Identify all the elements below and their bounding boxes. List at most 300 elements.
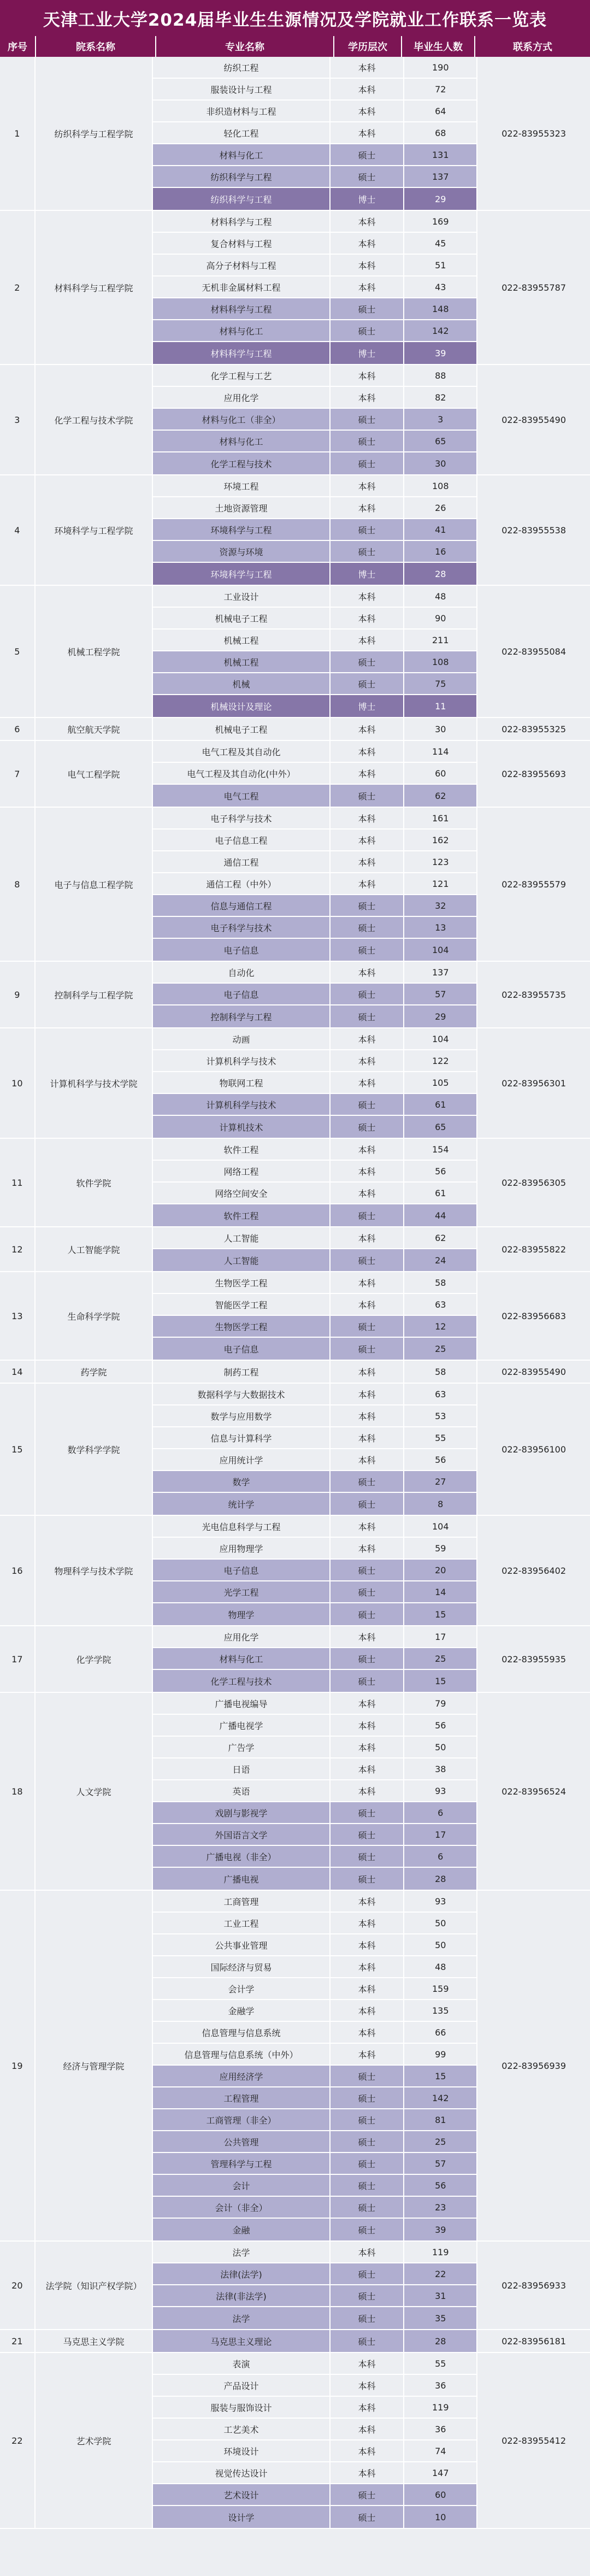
- count-row: [404, 939, 476, 961]
- major-name: 物理学: [153, 1603, 331, 1625]
- contact-phone: 022-83955693: [477, 741, 590, 807]
- college-name: 法学院（知识产权学院）: [36, 2242, 154, 2329]
- degree-level: 本科: [358, 813, 376, 824]
- count-row: [404, 2506, 476, 2528]
- major-row: [153, 563, 403, 585]
- degree-level: 硕士: [358, 2115, 376, 2126]
- major-row: [153, 2242, 403, 2263]
- major-name: 环境科学与工程: [153, 563, 331, 585]
- major-row: [153, 1493, 403, 1515]
- graduate-count: 58: [435, 1366, 446, 1377]
- count-row: [404, 1780, 476, 1802]
- major-row: [153, 1272, 403, 1294]
- major-row: [153, 1581, 403, 1603]
- degree-level: 硕士: [358, 304, 376, 315]
- degree-level: 本科: [358, 746, 376, 757]
- degree-level: 硕士: [358, 2071, 376, 2082]
- major-name: 广播电视（非全）: [153, 1846, 331, 1867]
- college-group: [0, 1626, 590, 1693]
- degree-level: 本科: [358, 282, 376, 293]
- count-row: [404, 851, 476, 873]
- table-header: [0, 36, 590, 57]
- graduate-count: 15: [435, 1609, 446, 1620]
- contact-phone: 022-83956933: [477, 2242, 590, 2329]
- count-row: [404, 79, 476, 101]
- graduate-count: 104: [432, 944, 449, 955]
- graduate-count: 17: [435, 1631, 446, 1642]
- college-group: [0, 2242, 590, 2330]
- major-name: 网络工程: [153, 1161, 331, 1181]
- count-row: [404, 144, 476, 166]
- major-name: 法学: [153, 2307, 331, 2329]
- contact-phone: 022-83955490: [477, 365, 590, 474]
- degree-level: 本科: [358, 2380, 376, 2391]
- major-row: [153, 2066, 403, 2087]
- graduate-count: 53: [435, 1410, 446, 1421]
- degree-level: 硕士: [358, 1255, 376, 1266]
- row-number: 14: [0, 1361, 36, 1383]
- college-name: 软件学院: [36, 1139, 154, 1226]
- graduate-count: 31: [435, 2290, 446, 2301]
- degree-level: 硕士: [358, 1321, 376, 1332]
- count-row: [404, 1868, 476, 1890]
- major-name: 电子信息: [153, 984, 331, 1004]
- count-row: [404, 1516, 476, 1538]
- degree-level: 硕士: [358, 1654, 376, 1665]
- major-row: [153, 409, 403, 431]
- graduate-count: 38: [435, 1763, 446, 1774]
- count-row: [404, 741, 476, 763]
- college-group: [0, 1384, 590, 1516]
- major-name: 资源与环境: [153, 541, 331, 562]
- graduate-count: 137: [432, 967, 449, 978]
- count-row: [404, 2263, 476, 2285]
- graduate-count: 56: [435, 1454, 446, 1465]
- major-name: 电子信息: [153, 1560, 331, 1580]
- degree-level: 本科: [358, 768, 376, 779]
- major-name: 计算机技术: [153, 1116, 331, 1138]
- count-row: [404, 2484, 476, 2506]
- major-list: [153, 365, 404, 474]
- major-row: [153, 475, 403, 497]
- degree-level: 本科: [358, 2005, 376, 2016]
- row-number: 2: [0, 211, 36, 364]
- major-name: 无机非金属材料工程: [153, 277, 331, 297]
- major-name: 轻化工程: [153, 122, 331, 143]
- major-name: 电子信息: [153, 1338, 331, 1360]
- graduate-count: 119: [432, 2246, 449, 2257]
- contact-phone: 022-83956402: [477, 1516, 590, 1625]
- count-row: [404, 277, 476, 298]
- graduate-count: 63: [435, 1299, 446, 1310]
- degree-level: 硕士: [358, 2093, 376, 2104]
- row-number: 9: [0, 962, 36, 1027]
- count-row: [404, 1824, 476, 1846]
- count-row: [404, 563, 476, 585]
- graduate-count: 161: [432, 813, 449, 824]
- degree-level: 本科: [358, 1278, 376, 1289]
- degree-level: 本科: [358, 1233, 376, 1244]
- major-name: 艺术设计: [153, 2484, 331, 2505]
- count-row: [404, 2353, 476, 2375]
- major-name: 金融学: [153, 2000, 331, 2021]
- major-row: [153, 2044, 403, 2066]
- major-row: [153, 2263, 403, 2285]
- degree-level: 硕士: [358, 1344, 376, 1355]
- major-name: 材料科学与工程: [153, 211, 331, 232]
- major-row: [153, 1715, 403, 1737]
- graduate-count: 137: [432, 171, 449, 182]
- major-name: 管理科学与工程: [153, 2153, 331, 2174]
- major-name: 自动化: [153, 962, 331, 983]
- major-name: 会计: [153, 2175, 331, 2196]
- contact-phone: 022-83956939: [477, 1891, 590, 2240]
- major-name: 材料与化工: [153, 431, 331, 451]
- major-name: 人工智能: [153, 1227, 331, 1248]
- count-row: [404, 497, 476, 519]
- count-row: [404, 1670, 476, 1692]
- degree-level: 硕士: [358, 922, 376, 933]
- graduate-count: 39: [435, 348, 446, 358]
- degree-level: 硕士: [358, 901, 376, 911]
- major-row: [153, 277, 403, 298]
- major-name: 材料科学与工程: [153, 298, 331, 319]
- count-list: [404, 2242, 477, 2329]
- major-row: [153, 1737, 403, 1758]
- degree-level: 硕士: [358, 1874, 376, 1885]
- degree-level: 硕士: [358, 791, 376, 802]
- major-row: [153, 1868, 403, 1890]
- major-name: 电子信息工程: [153, 830, 331, 850]
- degree-level: 硕士: [358, 679, 376, 690]
- count-row: [404, 1249, 476, 1271]
- graduate-count: 190: [432, 62, 449, 73]
- major-list: [153, 1361, 404, 1383]
- graduate-count: 50: [435, 1918, 446, 1928]
- count-row: [404, 1272, 476, 1294]
- graduate-count: 16: [435, 546, 446, 557]
- graduate-count: 45: [435, 238, 446, 249]
- graduate-count: 25: [435, 2136, 446, 2147]
- college-group: [0, 1693, 590, 1891]
- count-list: [404, 1626, 477, 1692]
- college-group: [0, 57, 590, 211]
- graduate-count: 28: [435, 568, 446, 579]
- degree-level: 硕士: [358, 1477, 376, 1487]
- college-group: [0, 1361, 590, 1384]
- college-group: [0, 1227, 590, 1272]
- major-row: [153, 452, 403, 474]
- graduate-count: 20: [435, 1565, 446, 1575]
- major-row: [153, 2353, 403, 2375]
- major-row: [153, 79, 403, 101]
- count-row: [404, 1560, 476, 1581]
- major-name: 电子信息: [153, 939, 331, 961]
- major-row: [153, 2197, 403, 2219]
- major-row: [153, 2375, 403, 2397]
- graduate-count: 35: [435, 2313, 446, 2324]
- count-row: [404, 2197, 476, 2219]
- degree-level: 博士: [358, 194, 376, 205]
- contact-phone: 022-83955084: [477, 586, 590, 717]
- degree-level: 本科: [358, 1299, 376, 1310]
- college-name: 电子与信息工程学院: [36, 808, 154, 961]
- graduate-count: 29: [435, 1011, 446, 1022]
- count-row: [404, 2087, 476, 2109]
- major-name: 化学工程与工艺: [153, 365, 331, 386]
- major-name: 材料与化工: [153, 144, 331, 165]
- major-name: 法律(法学): [153, 2263, 331, 2284]
- major-name: 表演: [153, 2353, 331, 2374]
- count-list: [404, 2330, 477, 2352]
- contact-phone: 022-83956301: [477, 1028, 590, 1138]
- count-row: [404, 586, 476, 608]
- major-name: 广播电视学: [153, 1715, 331, 1736]
- major-list: [153, 2353, 404, 2528]
- graduate-count: 93: [435, 1896, 446, 1907]
- degree-level: 本科: [358, 1632, 376, 1643]
- major-name: 材料与化工: [153, 320, 331, 341]
- major-name: 机械设计及理论: [153, 695, 331, 717]
- degree-level: 本科: [358, 1940, 376, 1951]
- count-row: [404, 630, 476, 651]
- count-row: [404, 387, 476, 409]
- major-row: [153, 1956, 403, 1978]
- major-row: [153, 1934, 403, 1956]
- major-row: [153, 673, 403, 695]
- count-row: [404, 1538, 476, 1560]
- major-row: [153, 255, 403, 277]
- major-name: 应用化学: [153, 387, 331, 408]
- degree-level: 硕士: [358, 1676, 376, 1687]
- count-row: [404, 1338, 476, 1360]
- major-list: [153, 1891, 404, 2240]
- header-college: 院系名称: [36, 36, 156, 57]
- count-list: [404, 1516, 477, 1625]
- college-name: 药学院: [36, 1361, 154, 1383]
- major-row: [153, 917, 403, 939]
- degree-level: 硕士: [358, 2137, 376, 2148]
- major-row: [153, 57, 403, 79]
- contact-phone: 022-83955325: [477, 718, 590, 740]
- degree-level: 本科: [358, 613, 376, 624]
- major-name: 公共管理: [153, 2131, 331, 2152]
- graduate-count: 23: [435, 2202, 446, 2213]
- major-name: 法学: [153, 2242, 331, 2262]
- major-row: [153, 1005, 403, 1027]
- major-name: 工商管理（非全）: [153, 2109, 331, 2130]
- count-row: [404, 1978, 476, 2000]
- graduate-count: 104: [432, 1521, 449, 1532]
- major-name: 计算机科学与技术: [153, 1050, 331, 1071]
- degree-level: 本科: [358, 1521, 376, 1532]
- major-row: [153, 808, 403, 830]
- graduate-count: 56: [435, 1720, 446, 1731]
- count-row: [404, 2307, 476, 2329]
- major-name: 生物医学工程: [153, 1316, 331, 1337]
- degree-level: 硕士: [358, 2180, 376, 2191]
- major-list: [153, 962, 404, 1027]
- major-row: [153, 1338, 403, 1360]
- header-contact: 联系方式: [513, 42, 552, 53]
- major-name: 非织造材料与工程: [153, 101, 331, 121]
- graduate-count: 24: [435, 1255, 446, 1266]
- major-name: 广告学: [153, 1737, 331, 1757]
- graduate-count: 159: [432, 1983, 449, 1994]
- major-list: [153, 1384, 404, 1515]
- major-name: 化学工程与技术: [153, 452, 331, 474]
- row-number: 7: [0, 741, 36, 807]
- degree-level: 硕士: [358, 546, 376, 557]
- college-name: 计算机科学与技术学院: [36, 1028, 154, 1138]
- count-list: [404, 1384, 477, 1515]
- major-row: [153, 431, 403, 452]
- contact-phone: 022-83956683: [477, 1272, 590, 1360]
- major-name: 控制科学与工程: [153, 1005, 331, 1027]
- major-name: 通信工程（中外）: [153, 873, 331, 894]
- major-row: [153, 2462, 403, 2484]
- graduate-count: 60: [435, 768, 446, 779]
- count-row: [404, 122, 476, 144]
- degree-level: 本科: [358, 724, 376, 735]
- graduate-count: 15: [435, 1675, 446, 1686]
- degree-level: 硕士: [358, 1210, 376, 1221]
- graduate-count: 57: [435, 2158, 446, 2169]
- graduate-count: 25: [435, 1343, 446, 1354]
- degree-level: 本科: [358, 1144, 376, 1155]
- major-row: [153, 1978, 403, 2000]
- degree-level: 博士: [358, 701, 376, 712]
- degree-level: 本科: [358, 2402, 376, 2413]
- major-name: 人工智能: [153, 1249, 331, 1271]
- major-name: 高分子材料与工程: [153, 255, 331, 275]
- college-group: [0, 1516, 590, 1626]
- major-row: [153, 2285, 403, 2307]
- count-row: [404, 365, 476, 387]
- degree-level: 硕士: [358, 2159, 376, 2169]
- count-row: [404, 2153, 476, 2175]
- graduate-count: 55: [435, 2358, 446, 2369]
- graduate-count: 26: [435, 502, 446, 513]
- degree-level: 本科: [358, 2468, 376, 2479]
- count-row: [404, 2397, 476, 2419]
- count-row: [404, 1139, 476, 1161]
- graduate-count: 142: [432, 325, 449, 336]
- college-name: 物理科学与技术学院: [36, 1516, 154, 1625]
- graduate-count: 162: [432, 834, 449, 845]
- major-name: 公共事业管理: [153, 1934, 331, 1955]
- degree-level: 本科: [358, 2027, 376, 2038]
- major-row: [153, 1538, 403, 1560]
- graduate-count: 59: [435, 1543, 446, 1554]
- count-row: [404, 1471, 476, 1493]
- major-name: 国际经济与贸易: [153, 1956, 331, 1977]
- major-row: [153, 211, 403, 233]
- graduate-count: 41: [435, 524, 446, 535]
- graduate-count: 123: [432, 856, 449, 867]
- major-name: 复合材料与工程: [153, 233, 331, 254]
- major-name: 工业设计: [153, 586, 331, 607]
- count-list: [404, 808, 477, 961]
- row-number: 1: [0, 57, 36, 210]
- contact-phone: 022-83955822: [477, 1227, 590, 1271]
- college-group: [0, 365, 590, 475]
- major-name: 机械工程: [153, 630, 331, 650]
- major-row: [153, 1626, 403, 1648]
- row-number: 16: [0, 1516, 36, 1625]
- row-number: 19: [0, 1891, 36, 2240]
- degree-level: 硕士: [358, 414, 376, 425]
- major-name: 应用化学: [153, 1626, 331, 1647]
- major-name: 通信工程: [153, 851, 331, 872]
- major-list: [153, 741, 404, 807]
- degree-level: 本科: [358, 1698, 376, 1709]
- major-row: [153, 1802, 403, 1824]
- graduate-count: 11: [435, 701, 446, 711]
- degree-level: 硕士: [358, 1099, 376, 1110]
- major-name: 统计学: [153, 1493, 331, 1515]
- graduate-count: 66: [435, 2027, 446, 2038]
- major-name: 产品设计: [153, 2375, 331, 2396]
- degree-level: 本科: [358, 967, 376, 978]
- degree-level: 本科: [358, 879, 376, 890]
- major-name: 金融: [153, 2219, 331, 2240]
- major-name: 土地资源管理: [153, 497, 331, 518]
- major-list: [153, 808, 404, 961]
- major-row: [153, 1183, 403, 1204]
- major-name: 机械电子工程: [153, 608, 331, 628]
- graduate-count: 154: [432, 1144, 449, 1155]
- major-row: [153, 1648, 403, 1670]
- count-row: [404, 166, 476, 188]
- graduate-count: 63: [435, 1389, 446, 1399]
- degree-level: 本科: [358, 62, 376, 73]
- major-row: [153, 851, 403, 873]
- major-row: [153, 1670, 403, 1692]
- major-list: [153, 586, 404, 717]
- count-row: [404, 1005, 476, 1027]
- degree-level: 硕士: [358, 2202, 376, 2213]
- count-row: [404, 718, 476, 740]
- count-row: [404, 1050, 476, 1072]
- graduate-count: 28: [435, 2336, 446, 2346]
- degree-level: 本科: [358, 128, 376, 139]
- college-name: 经济与管理学院: [36, 1891, 154, 2240]
- major-row: [153, 895, 403, 917]
- major-row: [153, 2506, 403, 2528]
- contact-phone: 022-83955538: [477, 475, 590, 585]
- count-row: [404, 2109, 476, 2131]
- count-row: [404, 2131, 476, 2153]
- major-name: 数学与应用数学: [153, 1405, 331, 1426]
- graduate-count: 62: [435, 790, 446, 801]
- graduate-count: 88: [435, 370, 446, 381]
- count-row: [404, 2285, 476, 2307]
- degree-level: 本科: [358, 1034, 376, 1045]
- degree-level: 本科: [358, 1389, 376, 1400]
- contact-phone: 022-83955935: [477, 1626, 590, 1692]
- graduate-count: 43: [435, 281, 446, 292]
- major-row: [153, 1824, 403, 1846]
- row-number: 11: [0, 1139, 36, 1226]
- degree-level: 本科: [358, 481, 376, 492]
- row-number: 17: [0, 1626, 36, 1692]
- degree-level: 本科: [358, 591, 376, 602]
- row-number: 20: [0, 2242, 36, 2329]
- degree-level: 硕士: [358, 1808, 376, 1819]
- major-name: 服装与服饰设计: [153, 2397, 331, 2418]
- major-row: [153, 1094, 403, 1116]
